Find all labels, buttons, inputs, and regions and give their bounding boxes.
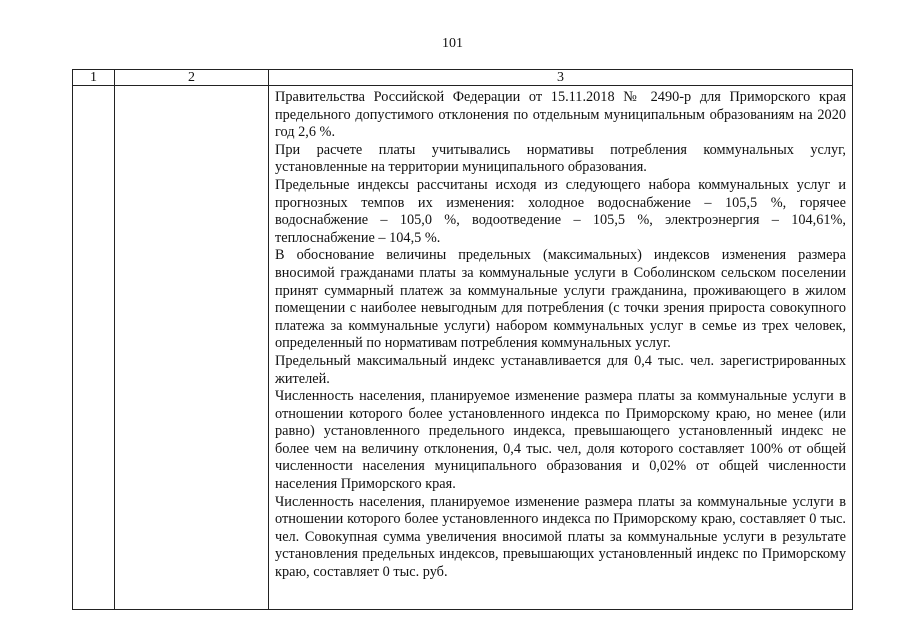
- table-row: [73, 86, 853, 610]
- cell-column-2: [115, 86, 269, 610]
- column-header-2: 2: [115, 70, 269, 86]
- paragraph: Предельные индексы рассчитаны исходя из следующего набора коммунальных услуг и прогнозных темпов их изменения: холодное водоснабжение – 105,5 %, горячее водоснабжение – 105,0 %, водоотведение – 105,5 %, электроэнергия – 104,61%, теплоснабжение – 104,5 %.: [275, 176, 846, 246]
- paragraph: Численность населения, планируемое изменение размера платы за коммунальные услуги в отношении которого более установленного индекса по Приморскому краю, составляет 0 тыс. чел. Совокупная сумма увеличения вносимой платы за коммунальные услуги в результате установления предельных индексов, превышающих установленный индекс по Приморскому краю, составляет 0 тыс. руб.: [275, 493, 846, 581]
- paragraph: В обоснование величины предельных (максимальных) индексов изменения размера вносимой гражданами платы за коммунальные услуги в Соболинском сельском поселении принят суммарный платеж за коммунальные услуги гражданина, проживающего в жилом помещении с наиболее невыгодным для потребления (с точки зрения прироста совокупного платежа за коммунальные услуги) набором коммунальных услуг в семье из трех человек, определенный по нормативам потребления коммунальных услуг.: [275, 247, 846, 352]
- column-header-3: 3: [269, 70, 853, 86]
- table-header-row: [73, 70, 853, 86]
- cell-text-content: [269, 86, 852, 582]
- paragraph: Предельный максимальный индекс устанавливается для 0,4 тыс. чел. зарегистрированных жителей.: [275, 352, 846, 387]
- document-table: [72, 69, 853, 610]
- page-number: 101: [442, 36, 463, 51]
- column-header-1: 1: [73, 70, 115, 86]
- cell-column-3: [269, 86, 853, 610]
- paragraph: Правительства Российской Федерации от 15.11.2018 № 2490-р для Приморского края предельного допустимого отклонения по отдельным муниципальным образованиям на 2020 год 2,6 %.: [275, 89, 846, 141]
- paragraph: Численность населения, планируемое изменение размера платы за коммунальные услуги в отношении которого более установленного индекса по Приморскому краю, но менее (или равно) установленного предельного индекса, превышающего установленный индекс не более чем на величину отклонения, 0,4 тыс. чел, доля которого составляет 100% от общей численности населения муниципального образования и 0,02% от общей численности населения Приморского края.: [275, 388, 846, 493]
- cell-column-1: [73, 86, 115, 610]
- paragraph: При расчете платы учитывались нормативы потребления коммунальных услуг, установленные на территории муниципального образования.: [275, 141, 846, 176]
